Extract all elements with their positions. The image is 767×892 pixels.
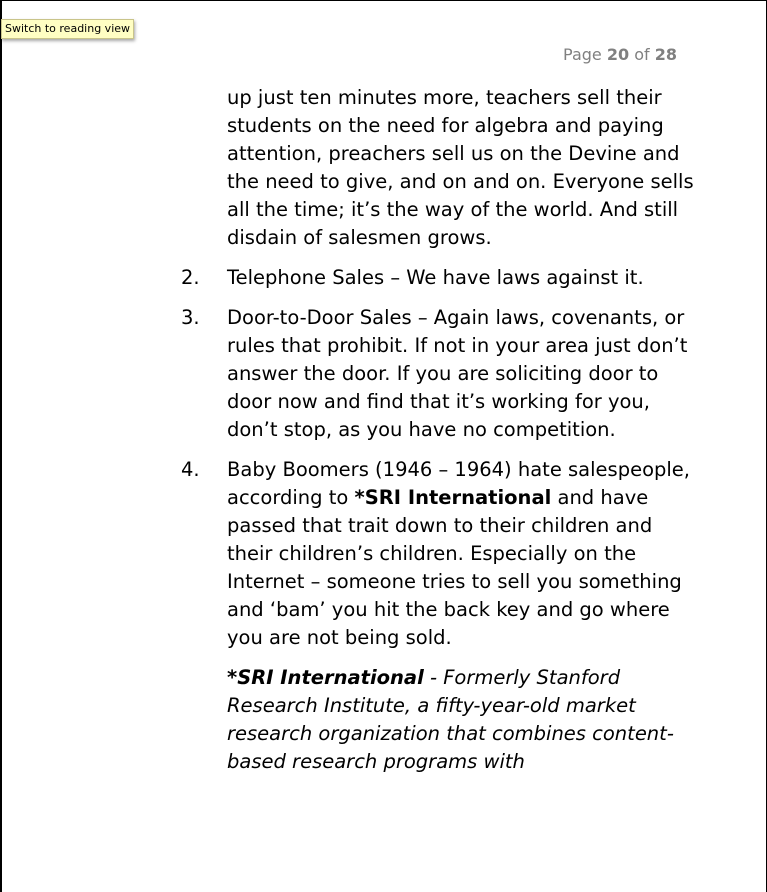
- list-number: 4.: [181, 458, 200, 481]
- total-pages: 28: [654, 45, 677, 64]
- list-item-2: [181, 264, 697, 292]
- page-label: Page: [563, 45, 602, 64]
- page-of-label: of: [634, 45, 650, 64]
- list-item-text-after: and have passed that trait down to their children and their children’s children. Especially on the Internet – someone tries to sell you something and ‘bam’ you hit the back key and go where you are not being sold.: [227, 486, 682, 649]
- window-top-border: [0, 0, 767, 1]
- current-page: 20: [606, 45, 630, 64]
- reading-view-tooltip: Switch to reading view: [1, 19, 134, 39]
- footnote-text: - Formerly Stanford Research Institute, a fifty-year-old market research organization that combines content-based research programs with: [227, 666, 674, 773]
- document-body: [181, 84, 697, 776]
- list-number: 3.: [181, 306, 200, 329]
- list-item-4: [181, 456, 697, 652]
- continuation-paragraph: up just ten minutes more, teachers sell their students on the need for algebra and paying attention, preachers sell us on the Devine and the need to give, and on and on. Everyone sells all the time; it’s the way of the world. And still disdain of salesmen grows.: [227, 86, 694, 249]
- window-left-border: [0, 0, 2, 892]
- list-item-3: [181, 304, 697, 444]
- page-indicator: [563, 45, 677, 65]
- sri-reference: *SRI International: [354, 486, 552, 509]
- list-item-text: Telephone Sales – We have laws against it.: [227, 266, 644, 289]
- list-number: 2.: [181, 266, 200, 289]
- sri-footnote: [227, 664, 697, 776]
- list-item-text-before: Baby Boomers (1946 – 1964) hate salespeople, according to: [227, 458, 690, 509]
- list-item-text: Door-to-Door Sales – Again laws, covenants, or rules that prohibit. If not in your area just don’t answer the door. If you are soliciting door to door now and find that it’s working for you, don’t stop, as you have no competition.: [227, 306, 688, 441]
- footnote-term: *SRI International: [227, 666, 424, 689]
